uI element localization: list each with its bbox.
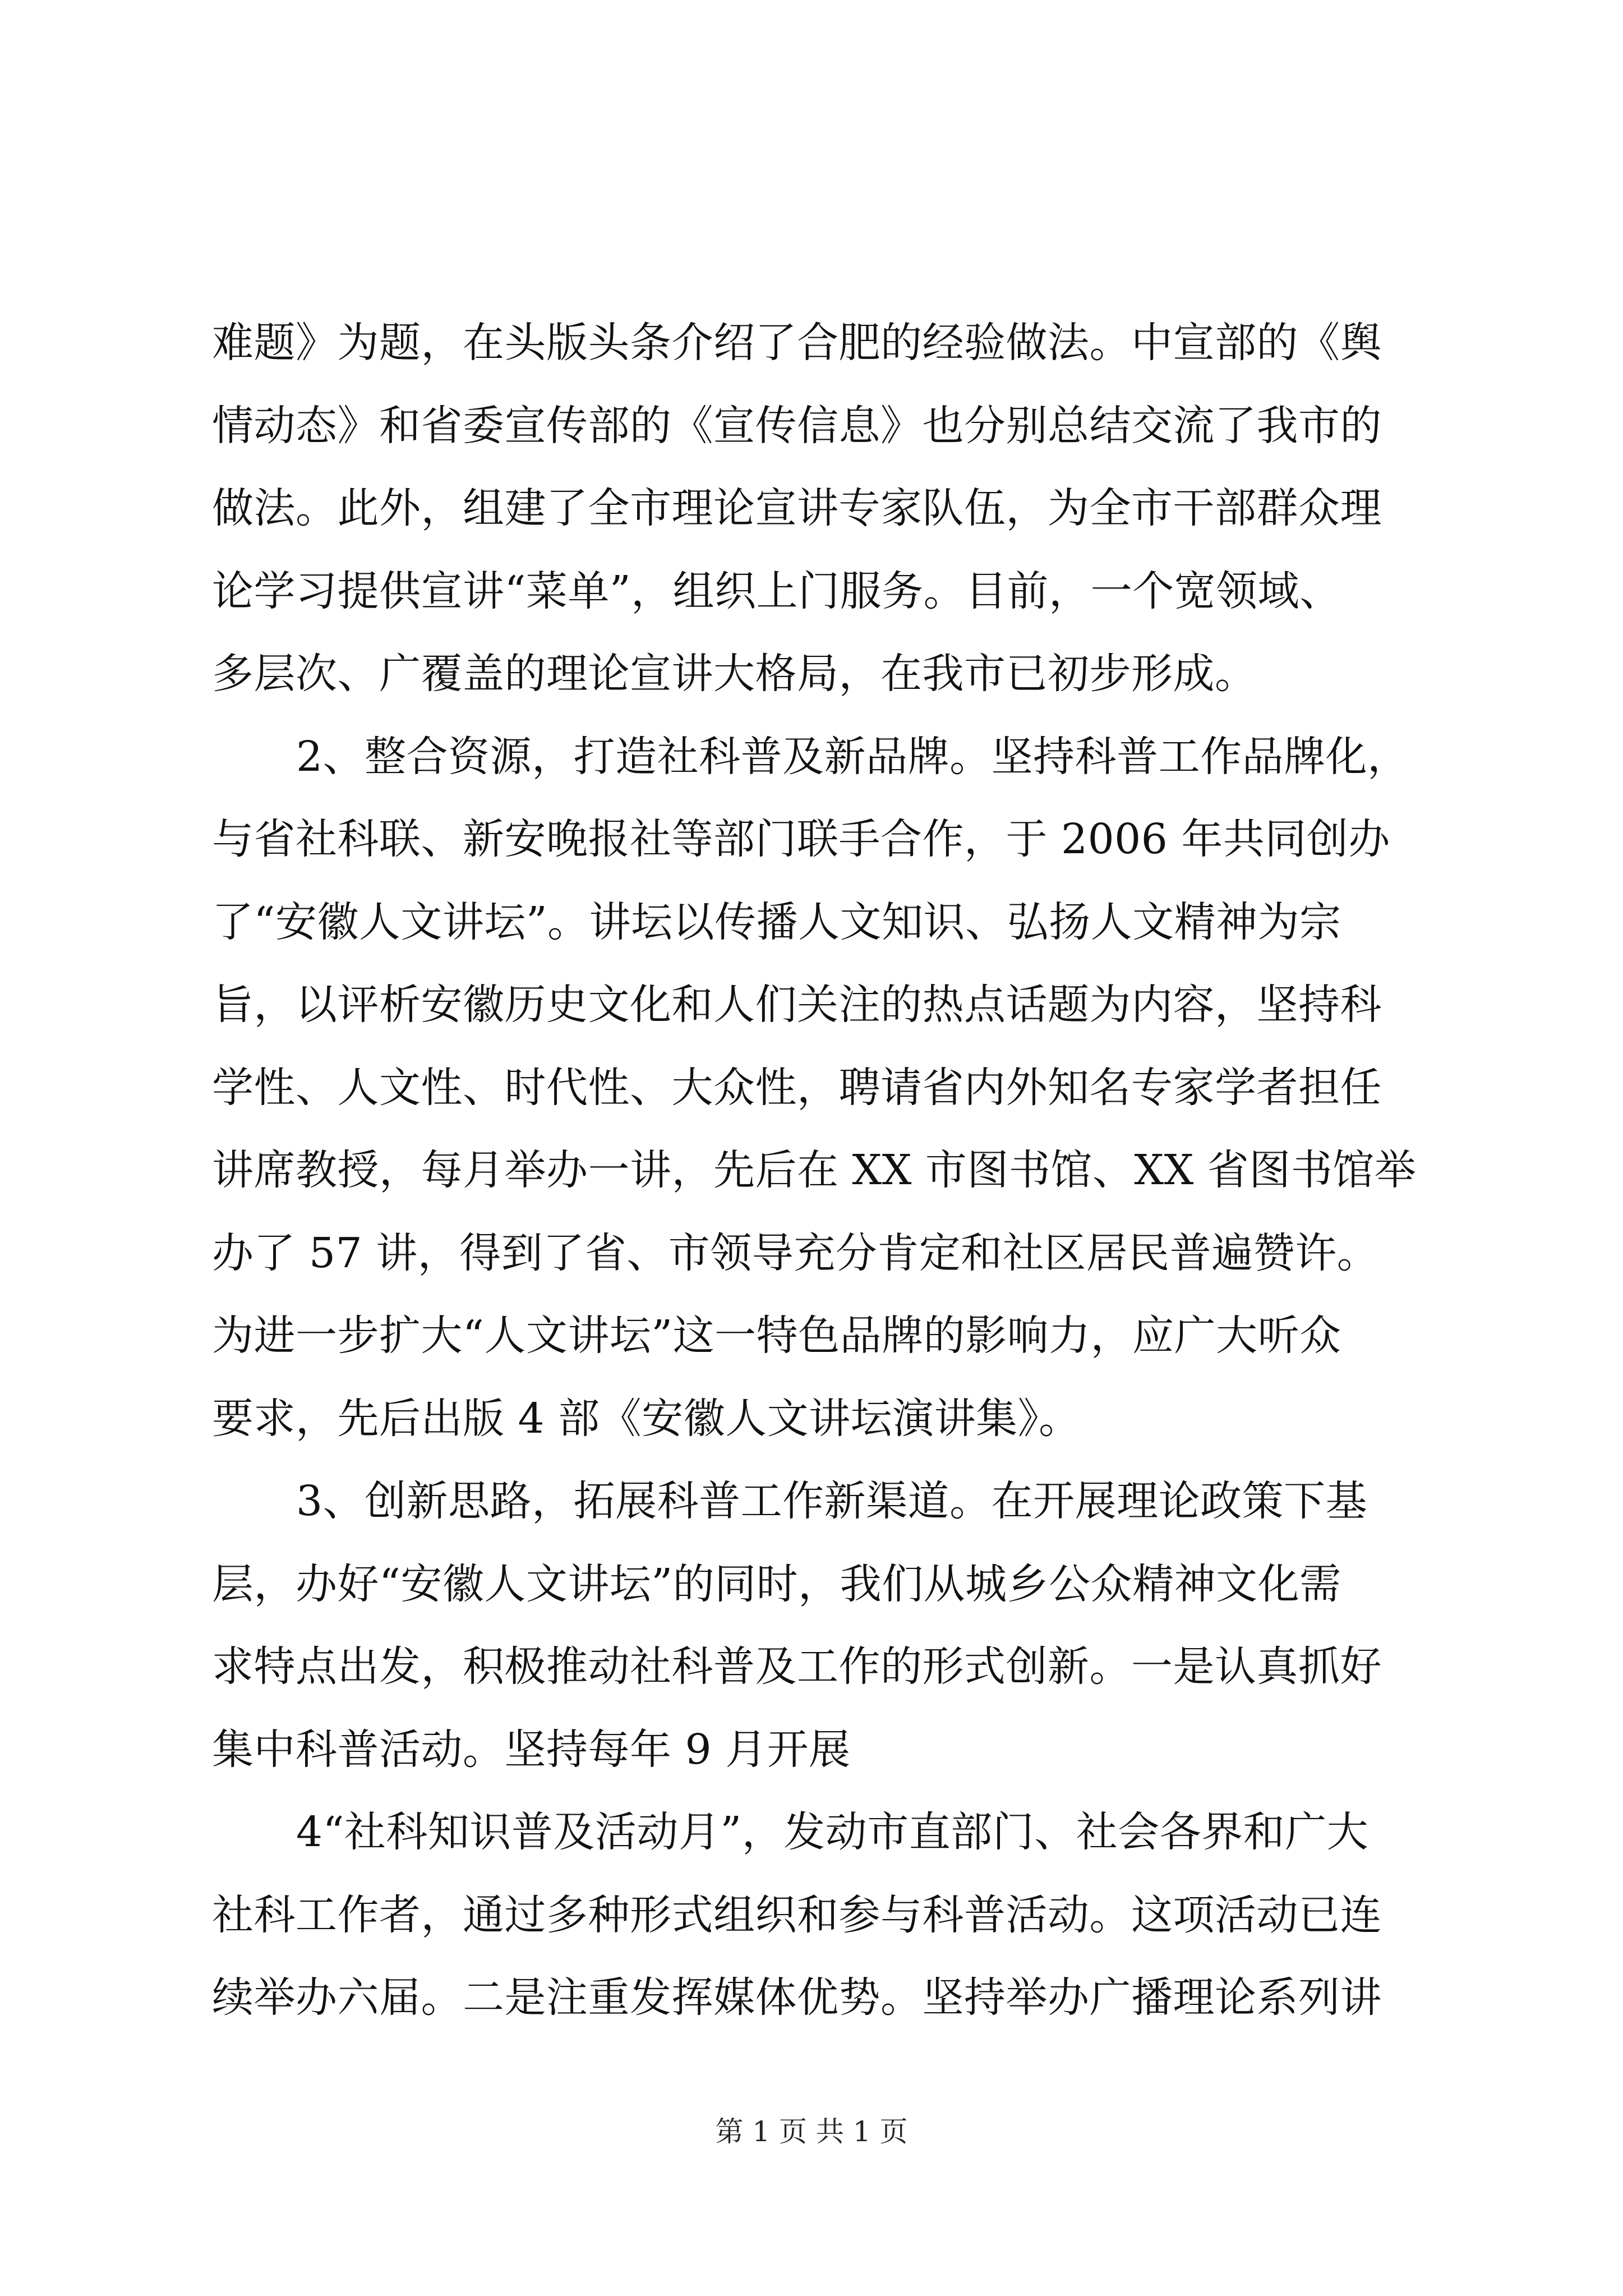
text-line: 情动态》和省委宣传部的《宣传信息》也分别总结交流了我市的 — [212, 401, 1382, 450]
text-line: 多层次、广覆盖的理论宣讲大格局，在我市已初步形成。 — [212, 650, 1257, 698]
text-line: 要求，先后出版 4 部《安徽人文讲坛演讲集》。 — [212, 1394, 1081, 1443]
text-line: 旨，以评析安徽历史文化和人们关注的热点话题为内容，坚持科 — [212, 981, 1382, 1029]
text-line: 社科工作者，通过多种形式组织和参与科普活动。这项活动已连 — [212, 1890, 1382, 1939]
text-line: 求特点出发，积极推动社科普及工作的形式创新。一是认真抓好 — [212, 1642, 1382, 1691]
text-line: 与省社科联、新安晚报社等部门联手合作，于 2006 年共同创办 — [212, 815, 1390, 863]
paragraph-first-line: 4“社科知识普及活动月”，发动市直部门、社会各界和广大 — [296, 1808, 1369, 1856]
text-line: 难题》为题，在头版头条介绍了合肥的经验做法。中宣部的《舆 — [212, 319, 1382, 367]
text-line: 层，办好“安徽人文讲坛”的同时，我们从城乡公众精神文化需 — [212, 1559, 1341, 1608]
paragraph-first-line: 2、整合资源，打造社科普及新品牌。坚持科普工作品牌化， — [296, 732, 1409, 781]
text-line: 了“安徽人文讲坛”。讲坛以传播人文知识、弘扬人文精神为宗 — [212, 898, 1341, 946]
text-line: 学性、人文性、时代性、大众性，聘请省内外知名专家学者担任 — [212, 1063, 1382, 1112]
text-line: 为进一步扩大“人文讲坛”这一特色品牌的影响力，应广大听众 — [212, 1312, 1341, 1360]
text-line: 办了 57 讲，得到了省、市领导充分肯定和社区居民普遍赞许。 — [212, 1228, 1379, 1277]
text-line: 论学习提供宣讲“菜单”，组织上门服务。目前，一个宽领域、 — [212, 567, 1341, 615]
paragraph-first-line: 3、创新思路，拓展科普工作新渠道。在开展理论政策下基 — [296, 1477, 1368, 1525]
text-line: 集中科普活动。坚持每年 9 月开展 — [212, 1725, 851, 1774]
page-number-footer: 第 1 页 共 1 页 — [715, 2115, 908, 2148]
text-line: 讲席教授，每月举办一讲，先后在 XX 市图书馆、XX 省图书馆举 — [212, 1146, 1417, 1194]
document-body — [212, 302, 1418, 2040]
text-line: 续举办六届。二是注重发挥媒体优势。坚持举办广播理论系列讲 — [212, 1973, 1382, 2022]
text-line: 做法。此外，组建了全市理论宣讲专家队伍，为全市干部群众理 — [212, 484, 1382, 532]
